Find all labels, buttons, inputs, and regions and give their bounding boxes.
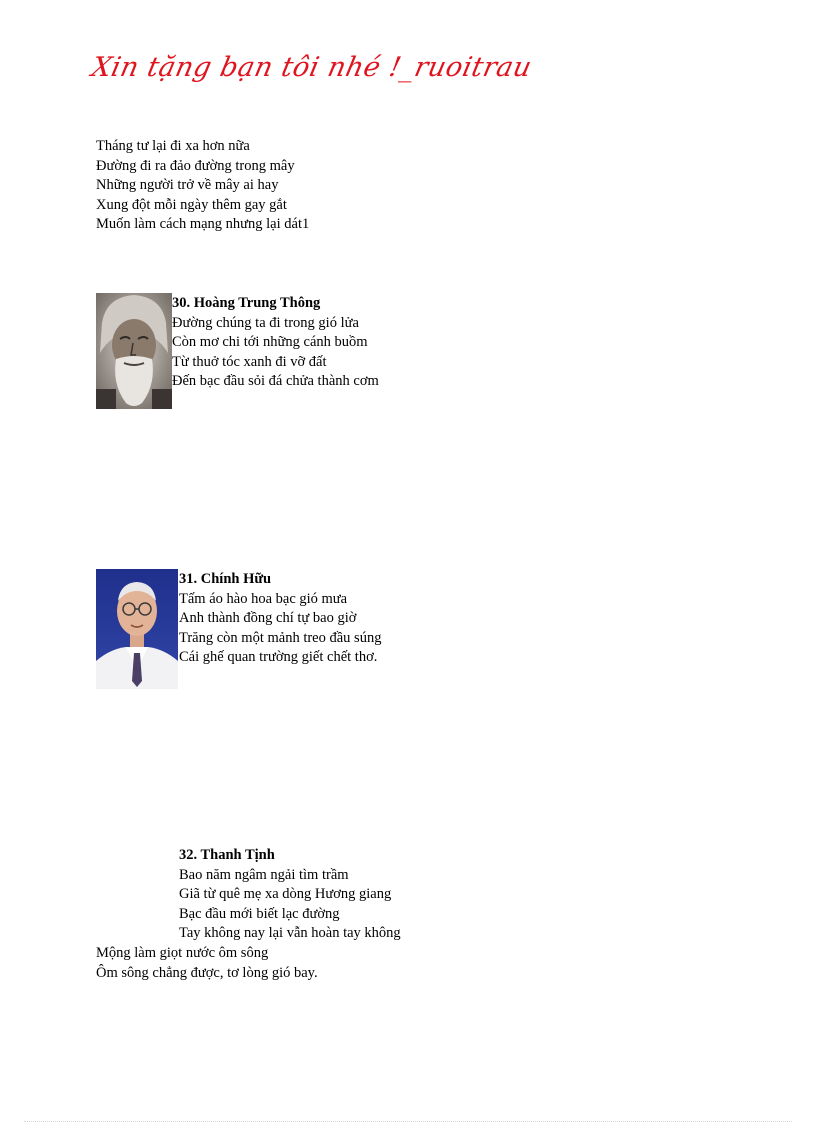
poem-line: Tay không nay lại vẫn hoàn tay không — [179, 925, 401, 942]
poet-30-title: 30. Hoàng Trung Thông — [172, 295, 321, 311]
page-divider — [24, 1121, 792, 1122]
poem-line: Đường chúng ta đi trong gió lửa — [172, 314, 359, 331]
poem-line: Trăng còn một mảnh treo đầu súng — [179, 629, 382, 646]
poem-line: Từ thuở tóc xanh đi vỡ đất — [172, 353, 327, 370]
poet-30-portrait — [96, 293, 172, 409]
poem-line: Đến bạc đầu sỏi đá chửa thành cơm — [172, 373, 379, 390]
poem-line: Đường đi ra đảo đường trong mây — [96, 157, 295, 174]
poet-31-poem — [179, 570, 381, 668]
poem-line: Muốn làm cách mạng nhưng lại dát1 — [96, 216, 310, 233]
poem-line: Anh thành đồng chí tự bao giờ — [179, 610, 357, 627]
poet-32-poem — [179, 846, 401, 944]
poet-32-title: 32. Thanh Tịnh — [179, 847, 275, 863]
poet-30-poem — [172, 294, 379, 392]
intro-poem — [96, 137, 309, 235]
poem-line: Còn mơ chi tới những cánh buồm — [172, 334, 368, 351]
poem-line: Ôm sông chẳng được, tơ lòng gió bay. — [96, 964, 318, 981]
poet-31-portrait — [96, 569, 178, 689]
poet-31-title: 31. Chính Hữu — [179, 571, 272, 587]
poet-32-tail — [96, 944, 318, 983]
poem-line: Những người trở về mây ai hay — [96, 177, 279, 194]
poem-line: Bao năm ngâm ngải tìm trầm — [179, 866, 349, 883]
poem-line: Giã từ quê mẹ xa dòng Hương giang — [179, 886, 392, 903]
poem-line: Tấm áo hào hoa bạc gió mưa — [179, 590, 348, 607]
poem-line: Tháng tư lại đi xa hơn nữa — [96, 138, 250, 154]
dedication-signature: Xin tặng bạn tôi nhé !_ruoitrau — [88, 52, 535, 83]
poem-line: Xung đột mỗi ngày thêm gay gắt — [96, 196, 287, 213]
poem-line: Mộng làm giọt nước ôm sông — [96, 945, 269, 961]
poem-line: Cái ghế quan trường giết chết thơ. — [179, 649, 378, 666]
poem-line: Bạc đầu mới biết lạc đường — [179, 905, 340, 922]
